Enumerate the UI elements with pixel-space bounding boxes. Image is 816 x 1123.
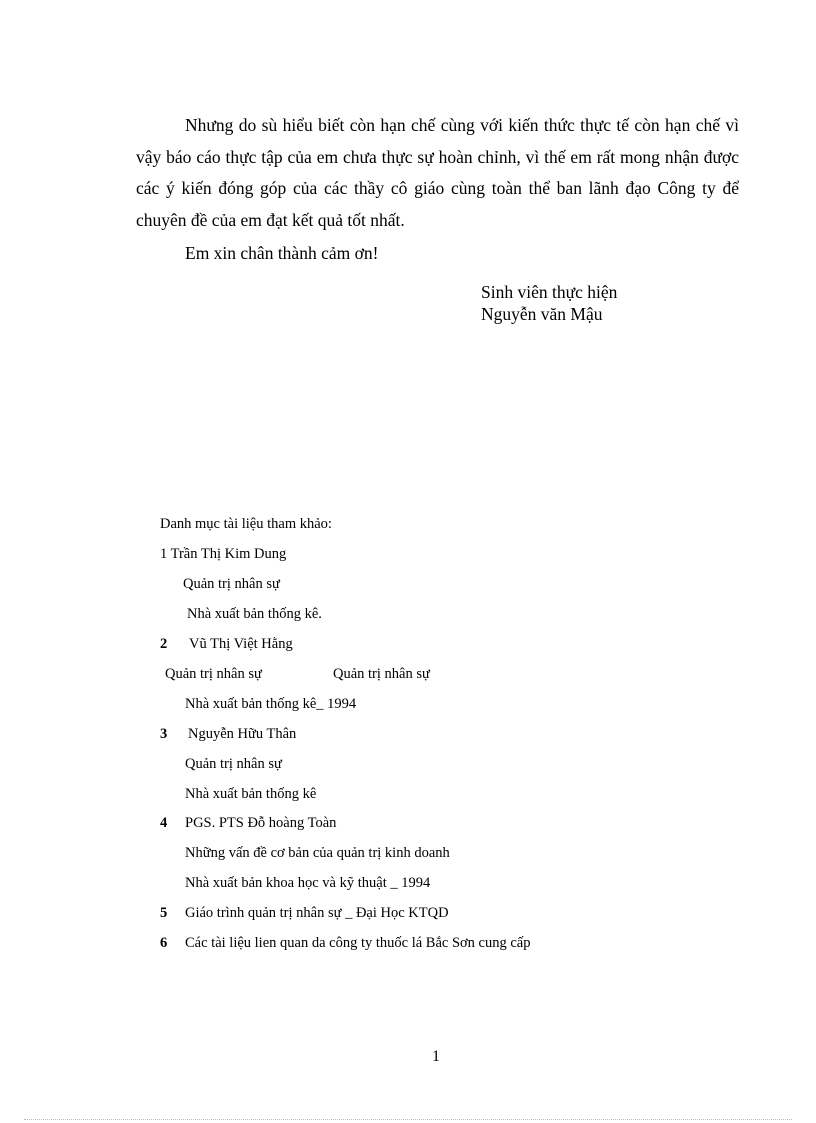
reference-1-title: Quản trị nhân sự (183, 576, 280, 592)
page-number: 1 (432, 1048, 440, 1065)
reference-5-text: Giáo trình quản trị nhân sự _ Đại Học KTQD (185, 905, 449, 921)
references-heading: Danh mục tài liệu tham khảo: (160, 516, 332, 532)
thanks-paragraph: Em xin chân thành cảm ơn! (185, 243, 379, 263)
reference-1-publisher: Nhà xuất bản thống kê. (187, 606, 322, 622)
reference-4-title: Những vấn đề cơ bản của quản trị kinh doanh (185, 845, 450, 861)
reference-2-line (160, 635, 293, 653)
reference-number: 6 (160, 935, 168, 951)
reference-3-author: Nguyễn Hữu Thân (188, 726, 297, 742)
signature-name: Nguyễn văn Mậu (481, 304, 603, 324)
reference-5-line (160, 904, 449, 922)
reference-2-title-b: Quản trị nhân sự (333, 666, 430, 682)
reference-4-line (160, 814, 336, 832)
reference-number: 3 (160, 726, 168, 742)
reference-3-publisher: Nhà xuất bản thống kê (185, 786, 317, 802)
body-paragraph: Nhưng do sù hiểu biết còn hạn chế cùng với kiến thức thực tế còn hạn chế vì vậy báo cáo thực tập của em chưa thực sự hoàn chỉnh, vì thế em rất mong nhận được các ý kiến đóng góp của các thầy cô giáo cùng toàn thể ban lãnh đạo Công ty để chuyên đề của em đạt kết quả tốt nhất. (136, 115, 739, 230)
reference-number: 5 (160, 905, 168, 921)
reference-2-author: Vũ Thị Việt Hằng (189, 636, 293, 652)
reference-3-line (160, 725, 296, 743)
signature-role: Sinh viên thực hiện (481, 282, 618, 302)
reference-4-author: PGS. PTS Đỗ hoàng Toàn (185, 815, 337, 831)
reference-6-line (160, 934, 531, 952)
reference-2-publisher: Nhà xuất bản thống kê_ 1994 (185, 696, 357, 712)
reference-2-title-a: Quản trị nhân sự (165, 666, 262, 682)
reference-number: 2 (160, 636, 168, 652)
reference-6-text: Các tài liệu lien quan da công ty thuốc lá Bắc Sơn cung cấp (185, 935, 531, 951)
reference-number: 4 (160, 815, 168, 831)
page-footer-divider (24, 1119, 792, 1120)
reference-3-title: Quản trị nhân sự (185, 756, 282, 772)
reference-4-publisher: Nhà xuất bản khoa học và kỹ thuật _ 1994 (185, 875, 431, 891)
reference-1-author: 1 Trần Thị Kim Dung (160, 546, 287, 562)
